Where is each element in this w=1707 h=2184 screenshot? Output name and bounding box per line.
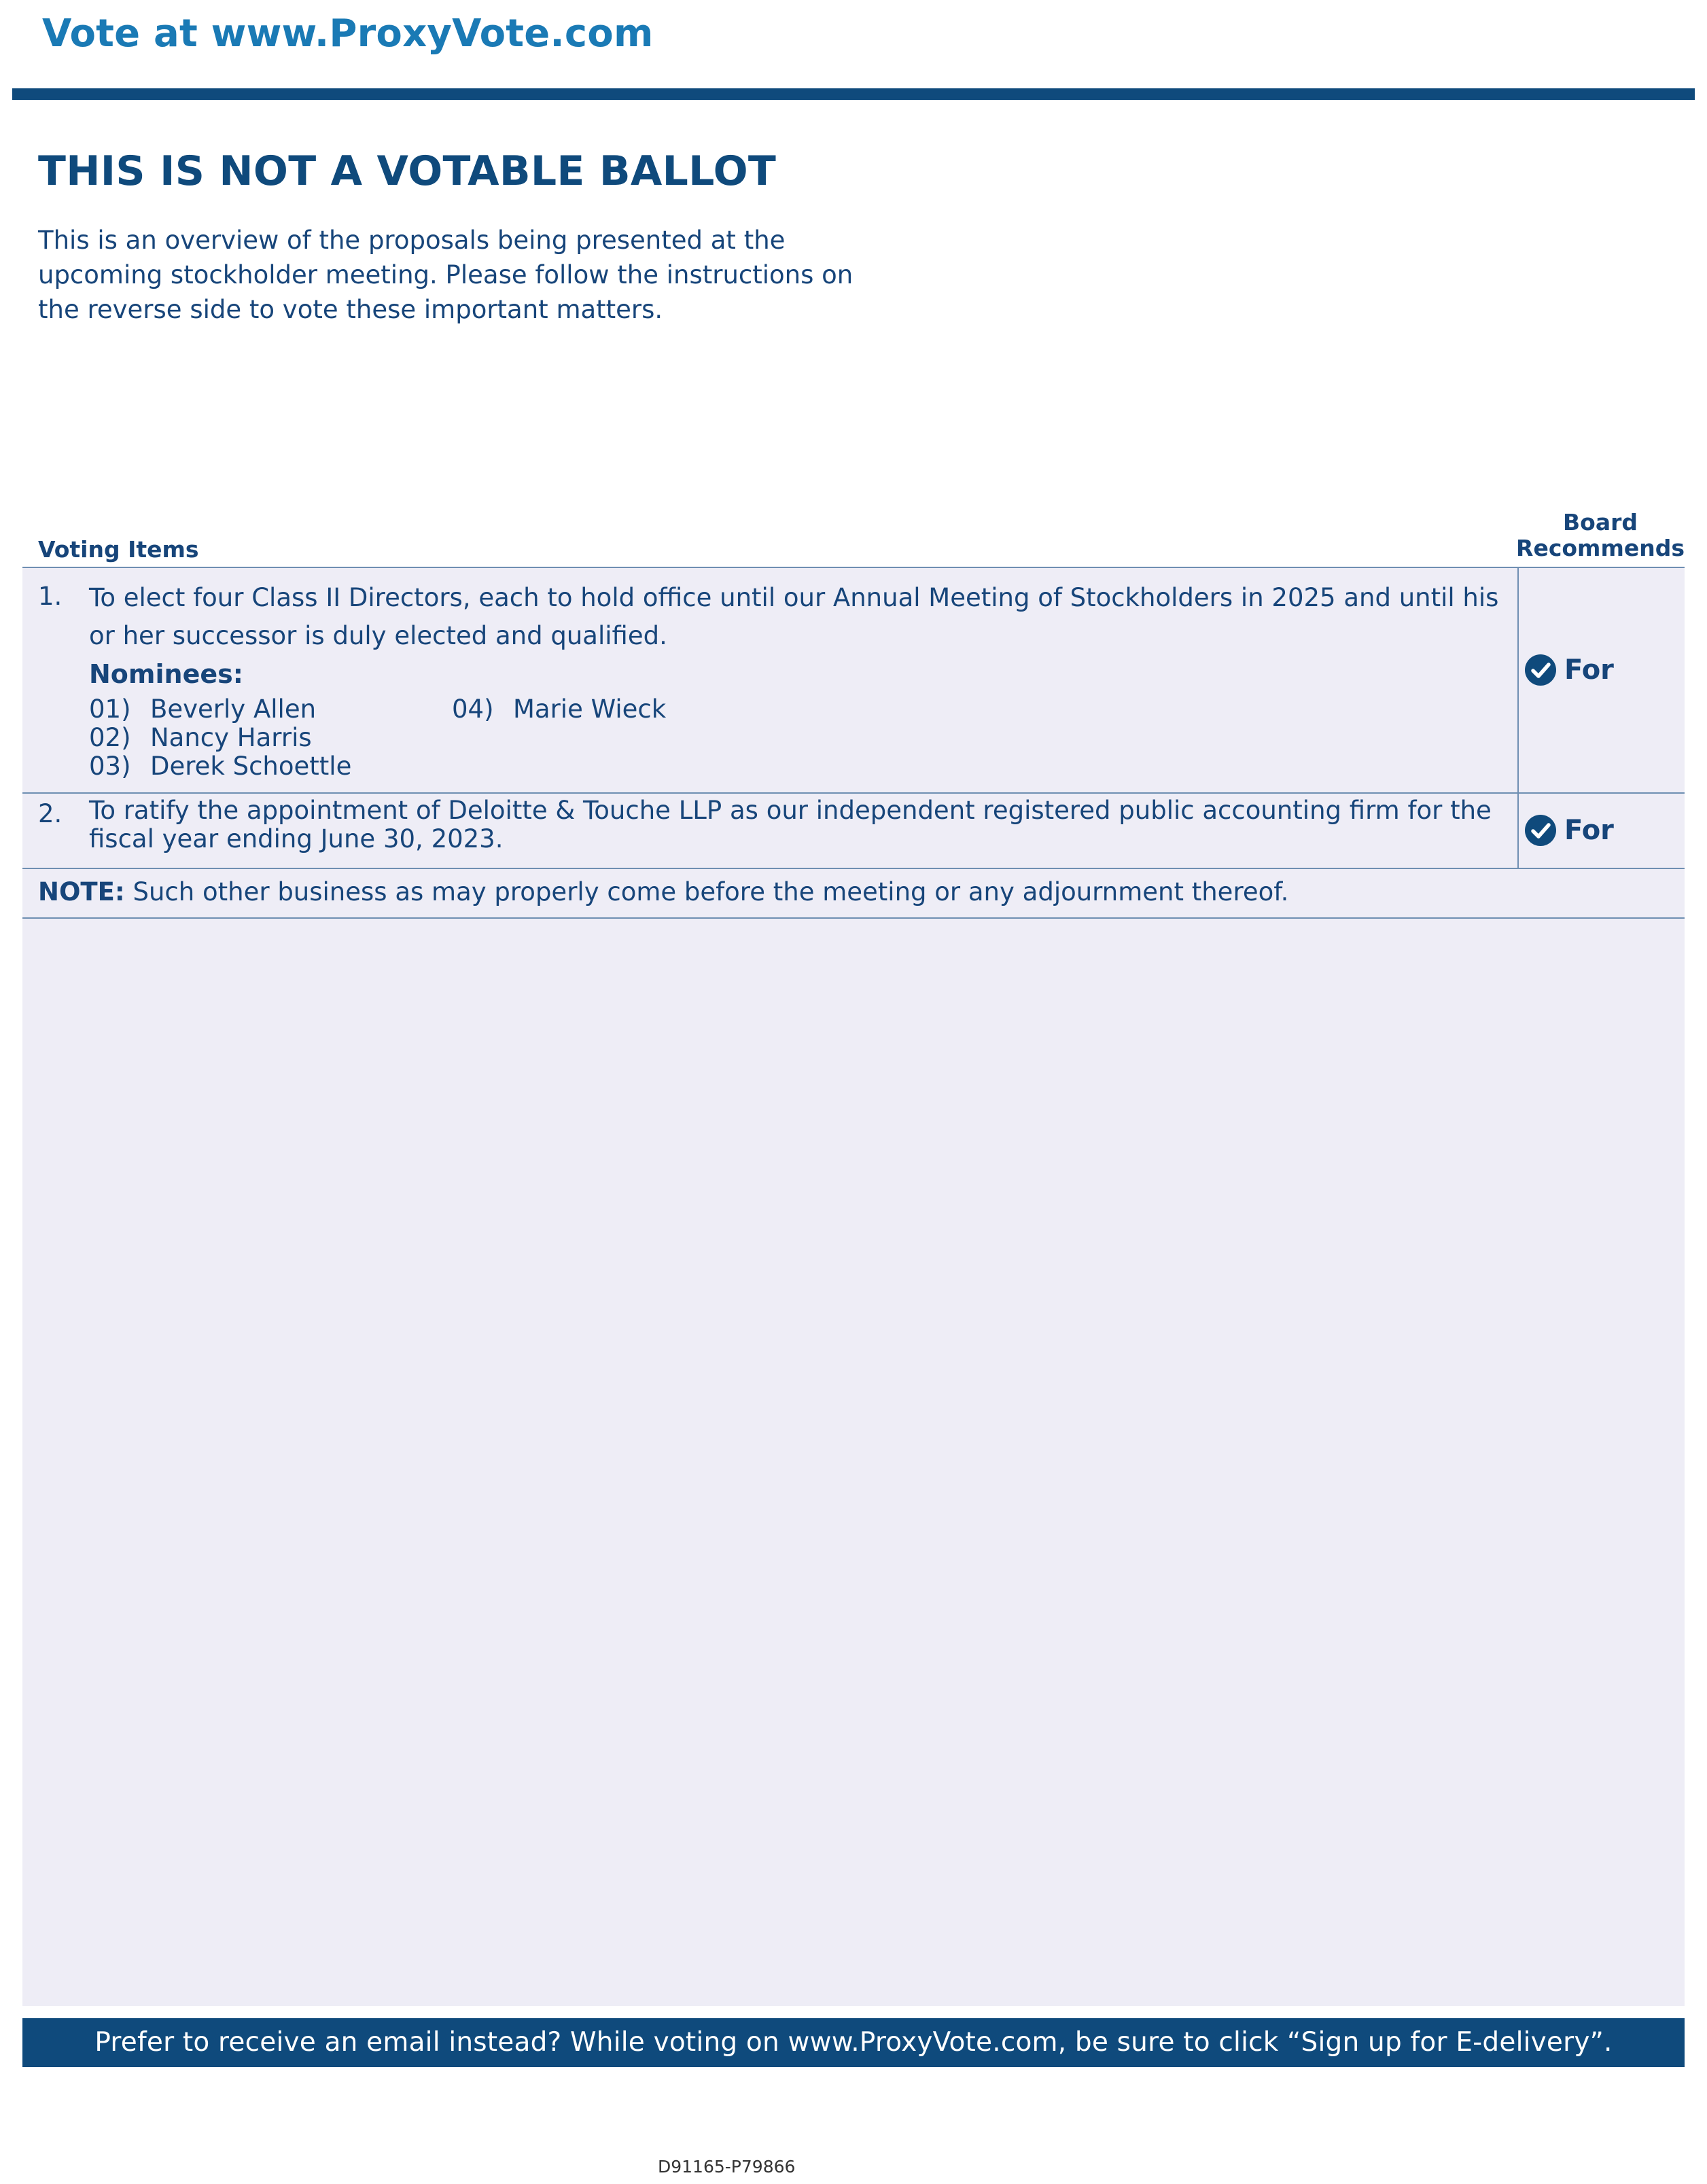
site-link[interactable]: Vote at www.ProxyVote.com [42,12,654,56]
item-number: 2. [38,799,63,828]
board-recommendation [1525,813,1614,847]
voting-items-panel [22,567,1685,2006]
email-delivery-banner [22,2018,1685,2067]
board-header-line2: Recommends [1516,535,1685,561]
item-text: To ratify the appointment of Deloitte & Touche LLP as our independent registered public accounting firm for the fiscal year ending June 30, 2023. [89,796,1492,853]
recommendation-label: For [1564,654,1614,686]
nominee-number: 02) [89,723,131,752]
email-delivery-text: Prefer to receive an email instead? While voting on www.ProxyVote.com, be sure to click “Sign up for E-delivery”. [94,2027,1613,2058]
document-code: D91165-P79866 [658,2157,796,2177]
check-circle-icon [1525,654,1556,686]
nominee-item [89,723,312,753]
recommendation-label: For [1564,815,1614,846]
nominee-name: Nancy Harris [150,723,312,752]
board-recommends-header [1512,510,1689,561]
check-circle-icon [1525,815,1556,846]
note-label: NOTE: [38,877,125,906]
nominee-item [452,694,666,724]
note-row [38,874,1288,911]
nominee-item [89,694,316,724]
column-divider [1517,567,1519,868]
board-recommendation [1525,653,1614,687]
nominee-item [89,752,351,781]
intro-text: This is an overview of the proposals being presented at the upcoming stockholder meeting. Please follow the instructions on the reverse side to vote these important matters. [38,226,853,324]
nominees-label: Nominees: [89,659,243,689]
board-header-line1: Board [1563,509,1638,535]
nominee-name: Beverly Allen [150,694,317,724]
nominee-number: 03) [89,752,131,781]
nominee-number: 04) [452,694,494,724]
top-rule [12,88,1695,100]
item-number: 1. [38,582,63,611]
nominee-name: Derek Schoettle [150,752,352,781]
item-text: To elect four Class II Directors, each to hold office until our Annual Meeting of Stockholders in 2025 and until his or her successor is duly elected and qualified. [89,583,1499,650]
row-divider-1 [22,792,1685,794]
nominee-name: Marie Wieck [513,694,667,724]
note-text: Such other business as may properly come before the meeting or any adjournment thereof. [124,877,1289,906]
row-divider-3 [22,917,1685,919]
row-divider-2 [22,868,1685,869]
page-title: THIS IS NOT A VOTABLE BALLOT [38,147,777,195]
voting-items-header: Voting Items [38,536,199,563]
row-divider-top [22,567,1685,568]
nominee-number: 01) [89,694,131,724]
